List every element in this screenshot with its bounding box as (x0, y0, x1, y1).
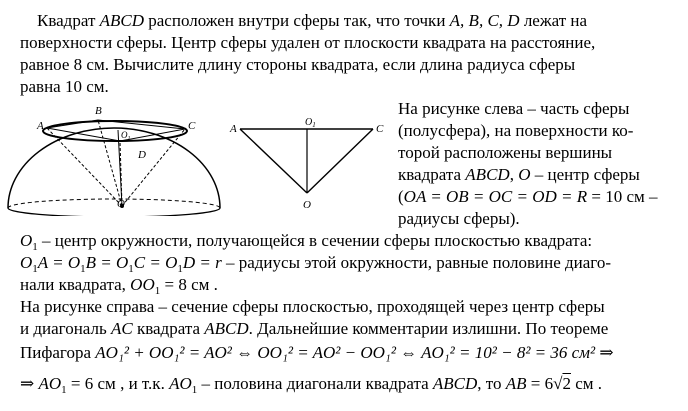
problem-line-1: Квадрат ABCD расположен внутри сферы так, что точки A, B, C, D лежат на (37, 11, 588, 30)
solution-line-4: На рисунке справа – сечение сферы плоскостью, проходящей через центр сферы (20, 297, 605, 316)
label-A-left: A (37, 120, 44, 132)
solution-line-6: Пифагора AO₁² + OO₁² = AO² ⇔ OO₁² = AO² − OO₁² ⇔ AO₁² = 10² − 8² = 36 см² ⇒ (20, 343, 614, 362)
problem-line-2: поверхности сферы. Центр сферы удален от плоскости квадрата на расстояние, (20, 33, 596, 52)
segment-co (307, 129, 373, 193)
label-A-right: A (230, 123, 237, 135)
segment-ao (240, 129, 307, 193)
label-O-right: O (303, 199, 311, 211)
hemisphere-figure (0, 96, 228, 216)
side-note-line-1: На рисунке слева – часть сферы (398, 99, 630, 118)
side-note-line-2: (полусфера), на поверхности ко- (398, 121, 634, 140)
problem-line-4: равна 10 см. (20, 77, 109, 96)
base-ellipse-back (8, 199, 220, 208)
label-O1-right: $O_1$ (305, 117, 316, 129)
label-D-left: D (138, 149, 146, 161)
side-note-line-4: квадрата ABCD, O – центр сферы (398, 165, 640, 184)
side-note-line-6: радиусы сферы). (398, 209, 520, 228)
solution-line-7: ⇒ $AO_1 = 6$ см , и т.к. $AO_1$ – половина диагонали квадрата ABCD, то AB = 6√2 см . (20, 374, 603, 396)
side-note-line-3: торой расположены вершины (398, 143, 613, 162)
label-B-left: B (95, 105, 102, 117)
label-C-right: C (376, 123, 384, 135)
label-O-left: O (117, 198, 125, 210)
solution-line-2: $O_1A = O_1B = O_1C = O_1D = r$ – радиусы этой окружности, равные половине диаго- (20, 253, 612, 275)
label-C-left: C (188, 120, 196, 132)
solution-line-1: $O_1$ – центр окружности, получающейся в сечении сферы плоскостью квадрата: (20, 231, 593, 253)
base-ellipse-front (8, 208, 220, 216)
label-O1-left: $O_1$ (121, 130, 131, 142)
problem-line-3: равное 8 см. Вычислите длину стороны квадрата, если длина радиуса сферы (20, 55, 576, 74)
cross-section-figure (228, 112, 390, 214)
sqrt-sign: √ (553, 374, 563, 393)
solution-line-3: нали квадрата, $OO_1 = 8$ см . (20, 275, 218, 297)
side-note-line-5: (OA = OB = OC = OD = R = 10 см – (398, 187, 658, 206)
sqrt-radicand: 2 (562, 374, 571, 393)
solution-line-5: и диагональ AC квадрата ABCD. Дальнейшие комментарии излишни. По теореме (20, 319, 609, 338)
